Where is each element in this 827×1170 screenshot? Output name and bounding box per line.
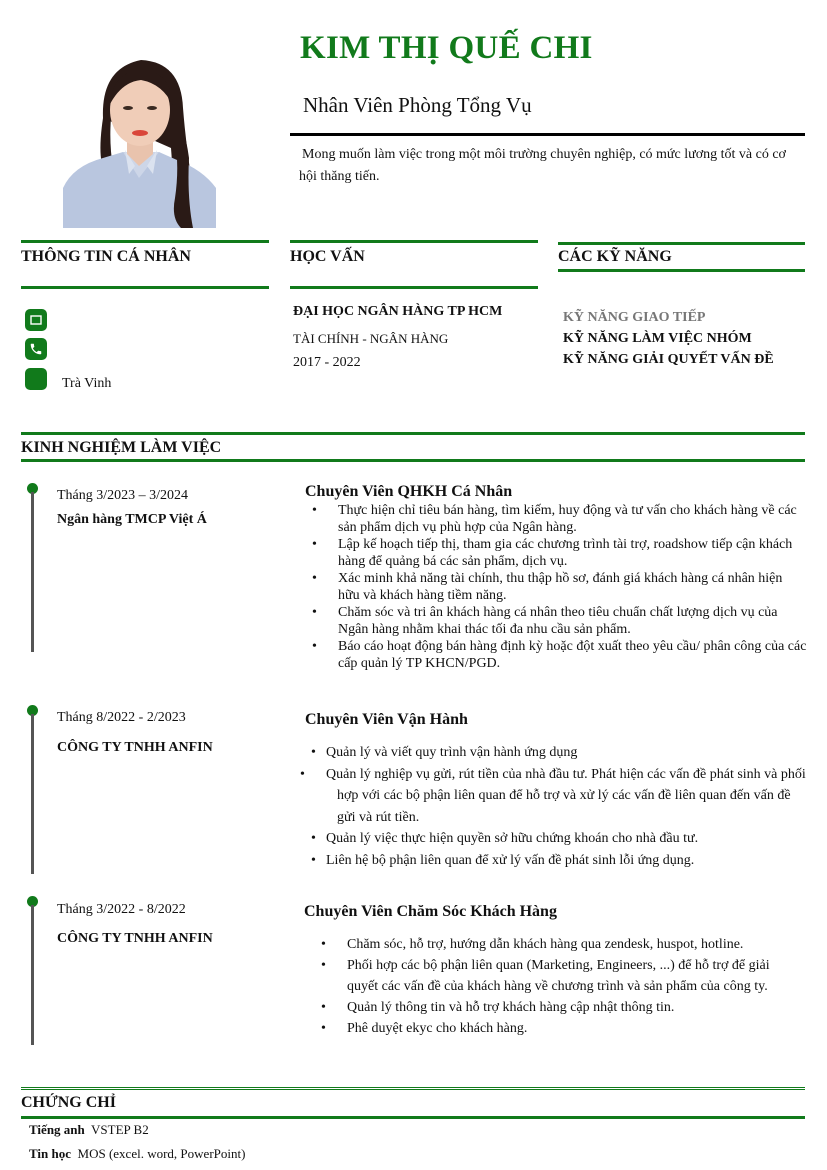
job-role: Chuyên Viên QHKH Cá Nhân <box>305 483 513 500</box>
skills-title: CÁC KỸ NĂNG <box>558 248 672 265</box>
duty-item: • Liên hệ bộ phận liên quan để xử lý vấn đề phát sinh lỗi ứng dụng. <box>311 850 806 872</box>
certificate-label: Tiếng anh <box>29 1122 85 1137</box>
job-duties-list <box>311 742 806 871</box>
skill-item: KỸ NĂNG GIẢI QUYẾT VẤN ĐỀ <box>563 352 774 367</box>
experience-title: KINH NGHIỆM LÀM VIỆC <box>21 439 222 456</box>
header-divider <box>290 133 805 136</box>
duty-item: • Thực hiện chỉ tiêu bán hàng, tìm kiếm, huy động và tư vấn cho khách hàng về các sản phẩm dịch vụ phù hợp của Ngân hàng. <box>312 502 807 536</box>
duty-item: • Chăm sóc, hỗ trợ, hướng dẫn khách hàng qua zendesk, huspot, hotline. <box>321 934 771 955</box>
skills-top-rule <box>558 242 805 245</box>
personal-info-title: THÔNG TIN CÁ NHÂN <box>21 248 191 265</box>
portrait-image <box>63 48 216 228</box>
job-company: Ngân hàng TMCP Việt Á <box>57 512 207 527</box>
timeline-line <box>31 714 34 874</box>
candidate-name: KIM THỊ QUẾ CHI <box>300 30 593 66</box>
job-company: CÔNG TY TNHH ANFIN <box>57 931 213 946</box>
certificates-bottom-rule <box>21 1116 805 1119</box>
job-duties-list <box>312 502 807 672</box>
location-value: Trà Vinh <box>62 376 112 391</box>
location-icon <box>25 368 47 390</box>
skills-bottom-rule <box>558 269 805 272</box>
duty-item: • Xác minh khả năng tài chính, thu thập hồ sơ, đánh giá khách hàng cá nhân hiện hữu và khách hàng tiềm năng. <box>312 570 807 604</box>
duty-item: • Quản lý thông tin và hỗ trợ khách hàng cập nhật thông tin. <box>321 997 771 1018</box>
profile-photo <box>63 48 216 228</box>
certificate-label: Tin học <box>29 1146 72 1161</box>
experience-bottom-rule <box>21 459 805 462</box>
education-bottom-rule <box>290 286 538 289</box>
email-icon <box>25 309 47 331</box>
job-period: Tháng 3/2023 – 3/2024 <box>57 488 189 503</box>
personal-info-top-rule <box>21 240 269 243</box>
experience-top-rule <box>21 432 805 435</box>
job-duties-list <box>321 934 771 1039</box>
job-period: Tháng 3/2022 - 8/2022 <box>57 902 186 917</box>
job-company: CÔNG TY TNHH ANFIN <box>57 740 213 755</box>
education-top-rule <box>290 240 538 243</box>
duty-item: • Quản lý nghiệp vụ gửi, rút tiền của nhà đầu tư. Phát hiện các vấn đề phát sinh và phối hợp với các bộ phận liên quan để hỗ trợ và xử lý các vấn đề liên quan đến vấn đề gửi và rút tiền. <box>311 764 806 829</box>
education-years: 2017 - 2022 <box>293 355 361 370</box>
duty-item: • Phê duyệt ekyc cho khách hàng. <box>321 1018 771 1039</box>
certificates-top-rule <box>21 1087 805 1090</box>
certificate-value: MOS (excel. word, PowerPoint) <box>77 1146 246 1161</box>
personal-info-bottom-rule <box>21 286 269 289</box>
education-major: TÀI CHÍNH - NGÂN HÀNG <box>293 331 449 346</box>
duty-item: • Quản lý và viết quy trình vận hành ứng dụng <box>311 742 806 764</box>
certificate-item <box>29 1146 245 1162</box>
certificates-title: CHỨNG CHỈ <box>21 1094 116 1111</box>
timeline-line <box>31 492 34 652</box>
duty-item: • Lập kế hoạch tiếp thị, tham gia các chương trình tài trợ, roadshow tiếp cận khách hàng để quảng bá các sản phẩm, dịch vụ. <box>312 536 807 570</box>
duty-item: • Phối hợp các bộ phận liên quan (Marketing, Engineers, ...) để hỗ trợ để giải quyết các vấn đề của khách hàng về chương trình và sản phẩm của công ty. <box>321 955 771 997</box>
skill-item: KỸ NĂNG GIAO TIẾP <box>563 310 706 325</box>
timeline-line <box>31 905 34 1045</box>
skill-item: KỸ NĂNG LÀM VIỆC NHÓM <box>563 331 752 346</box>
certificate-item <box>29 1122 149 1138</box>
career-objective: Mong muốn làm việc trong một môi trường chuyên nghiệp, có mức lương tốt và có cơ hội thăng tiến. <box>299 147 786 184</box>
duty-item: • Chăm sóc và tri ân khách hàng cá nhân theo tiêu chuẩn chất lượng dịch vụ của Ngân hàng nhằm khai thác tối đa nhu cầu sản phẩm. <box>312 604 807 638</box>
job-role: Chuyên Viên Chăm Sóc Khách Hàng <box>304 903 557 920</box>
phone-icon <box>25 338 47 360</box>
certificate-value: VSTEP B2 <box>91 1122 149 1137</box>
job-title: Nhân Viên Phòng Tổng Vụ <box>303 93 532 117</box>
education-title: HỌC VẤN <box>290 248 365 265</box>
education-school: ĐẠI HỌC NGÂN HÀNG TP HCM <box>293 304 503 319</box>
duty-item: • Quản lý việc thực hiện quyền sở hữu chứng khoán cho nhà đầu tư. <box>311 828 806 850</box>
duty-item: • Báo cáo hoạt động bán hàng định kỳ hoặc đột xuất theo yêu cầu/ phân công của các cấp quản lý TP KHCN/PGD. <box>312 638 807 672</box>
job-period: Tháng 8/2022 - 2/2023 <box>57 710 186 725</box>
job-role: Chuyên Viên Vận Hành <box>305 711 468 728</box>
